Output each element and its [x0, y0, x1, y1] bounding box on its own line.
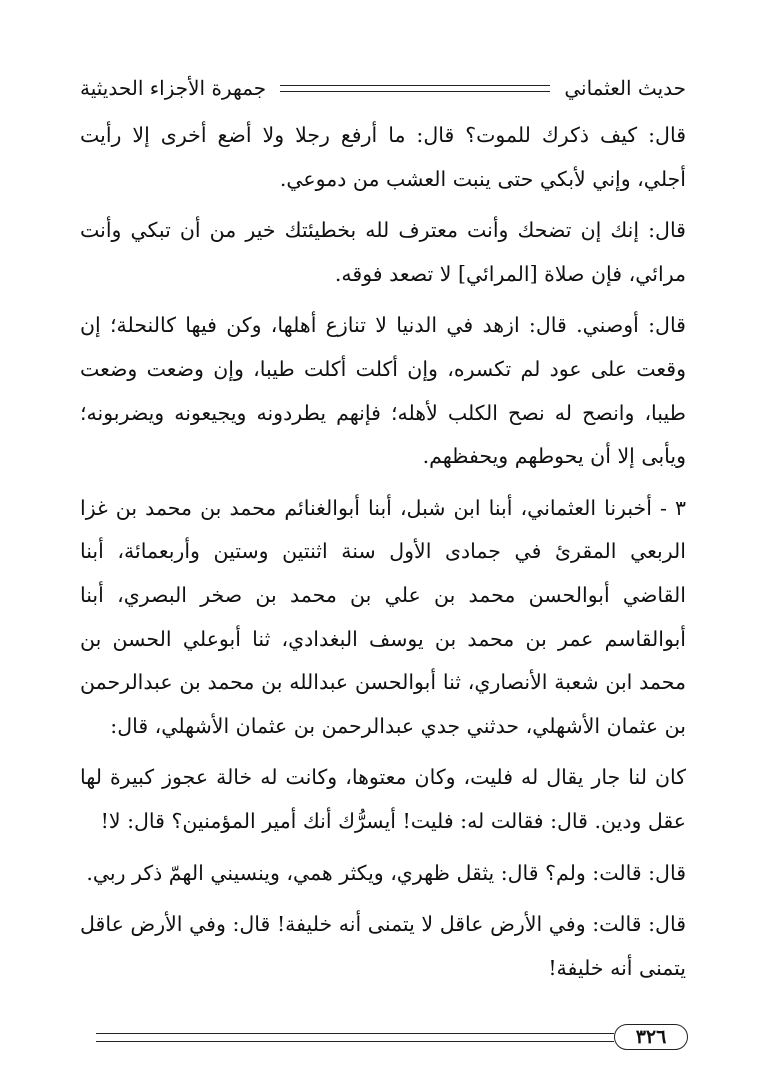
paragraph: قال: إنك إن تضحك وأنت معترف لله بخطيئتك خير من أن تبكي وأنت مرائي، فإن صلاة [المرائي] لا تصعد فوقه.	[80, 218, 686, 286]
footer-rule	[96, 1033, 614, 1042]
running-header	[80, 70, 686, 106]
paragraph: قال: قالت: وفي الأرض عاقل لا يتمنى أنه خليفة! قال: وفي الأرض عاقل يتمنى أنه خليفة!	[80, 912, 686, 980]
paragraph: ٣ - أخبرنا العثماني، أبنا ابن شبل، أبنا أبوالغنائم محمد بن محمد بن غزا الربعي المقرئ في جمادى الأول سنة اثنتين وستين وأربعمائة، أبنا القاضي أبوالحسن محمد بن علي بن محمد بن صخر البصري، أبنا أبوالقاسم عمر بن محمد بن يوسف البغدادي، ثنا أبوعلي الحسن بن محمد ابن شعبة الأنصاري، ثنا أبوالحسن عبدالله بن محمد بن عبدالرحمن بن عثمان الأشهلي، حدثني جدي عبدالرحمن بن عثمان الأشهلي، قال:	[80, 495, 686, 738]
paragraph: قال: كيف ذكرك للموت؟ قال: ما أرفع رجلا ولا أضع أخرى إلا رأيت أجلي، وإني لأبكي حتى ينبت العشب من دموعي.	[80, 123, 686, 191]
page-footer	[88, 1022, 688, 1052]
series-title: جمهرة الأجزاء الحديثية	[80, 76, 267, 100]
header-rule	[280, 85, 550, 92]
paragraph: كان لنا جار يقال له فليت، وكان معتوها، وكانت له خالة عجوز كبيرة لها عقل ودين. قال: فقالت له: فليت! أيسرُّك أنك أمير المؤمنين؟ قال: لا!	[80, 765, 686, 833]
page-body	[80, 114, 686, 998]
paragraph: قال: أوصني. قال: ازهد في الدنيا لا تنازع أهلها، وكن فيها كالنحلة؛ إن وقعت على عود لم تكسره، وإن أكلت أكلت طيبا، وإن وضعت وضعت طيبا، وانصح له نصح الكلب لأهله؛ فإنهم يطردونه ويجيعونه ويضربونه؛ ويأبى إلا أن يحوطهم ويحفظهم.	[80, 313, 686, 469]
book-title: حديث العثماني	[564, 76, 686, 100]
paragraph: قال: قالت: ولم؟ قال: يثقل ظهري، ويكثر همي، وينسيني الهمّ ذكر ربي.	[86, 860, 686, 885]
page-number: ٣٢٦	[614, 1024, 688, 1050]
